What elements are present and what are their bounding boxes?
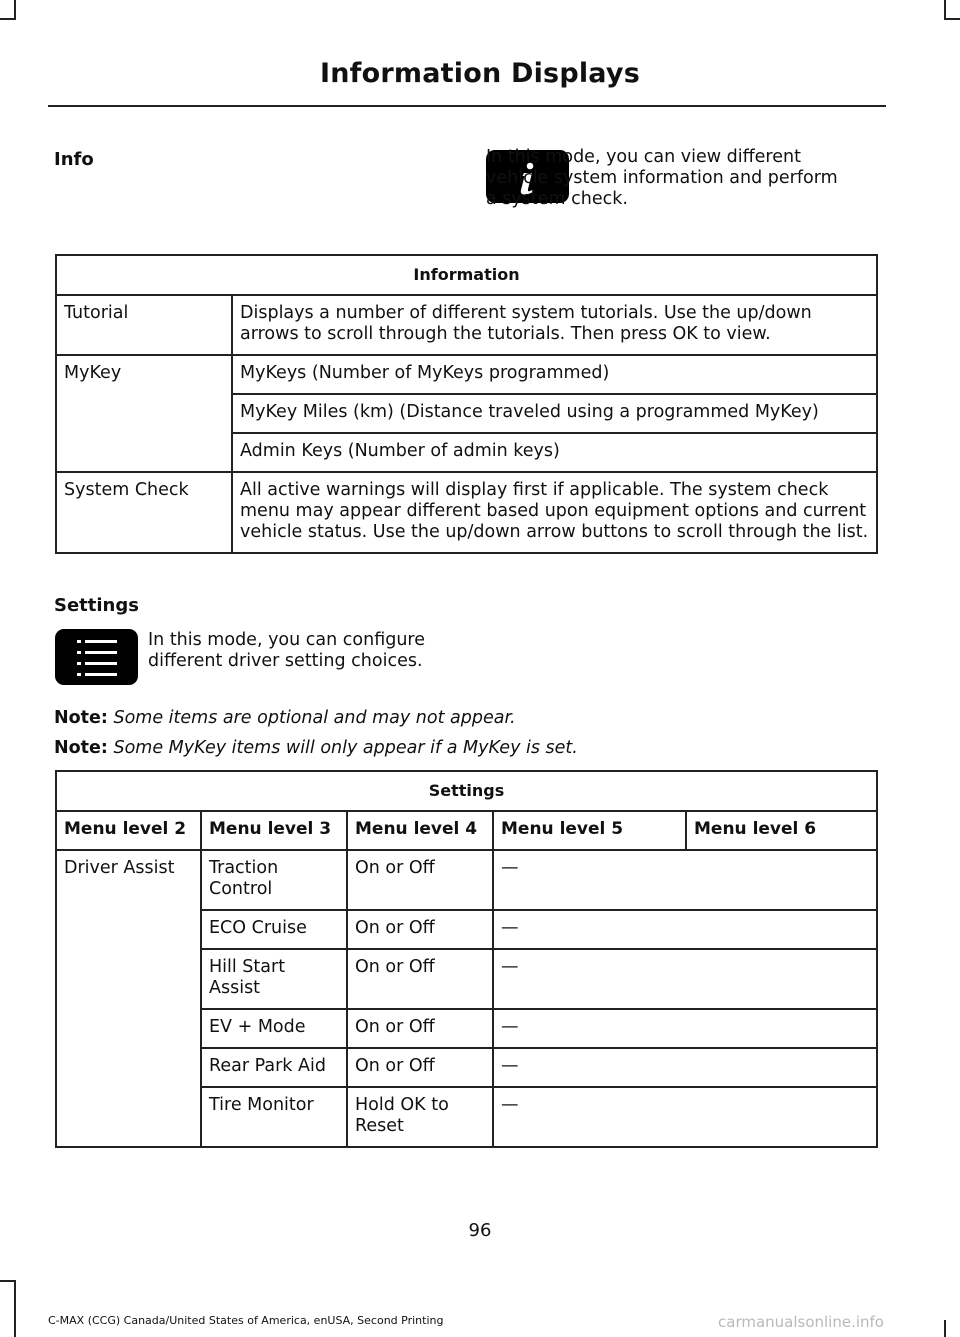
level3-cell: Hill Start Assist bbox=[201, 949, 347, 1009]
level3-cell: Rear Park Aid bbox=[201, 1048, 347, 1087]
column-header: Menu level 6 bbox=[686, 811, 877, 850]
row-value: MyKey Miles (km) (Distance traveled using a programmed MyKey) bbox=[232, 394, 877, 433]
list-glyph bbox=[55, 629, 138, 685]
empty-cell: — bbox=[493, 949, 877, 1009]
info-heading: Info bbox=[54, 149, 94, 170]
table-row bbox=[56, 472, 877, 553]
empty-cell: — bbox=[493, 850, 877, 910]
level4-cell: On or Off bbox=[347, 1048, 493, 1087]
row-value: Displays a number of different system tutorials. Use the up/down arrows to scroll through the tutorials. Then press OK to view. bbox=[232, 295, 877, 355]
group-cell: Driver Assist bbox=[56, 850, 201, 1147]
header-rule bbox=[48, 105, 886, 107]
table-row bbox=[56, 295, 877, 355]
crop-mark bbox=[944, 18, 960, 20]
page-number: 96 bbox=[468, 1220, 492, 1241]
crop-mark bbox=[0, 18, 16, 20]
empty-cell: — bbox=[493, 910, 877, 949]
row-value: All active warnings will display first if applicable. The system check menu may appear different based upon equipment options and current vehicle status. Use the up/down arrow buttons to scroll through the list. bbox=[232, 472, 877, 553]
header-row bbox=[56, 811, 877, 850]
note-label: Note: bbox=[54, 708, 108, 728]
row-label: MyKey bbox=[56, 355, 232, 472]
settings-heading: Settings bbox=[54, 595, 139, 616]
level3-cell: ECO Cruise bbox=[201, 910, 347, 949]
level4-cell: On or Off bbox=[347, 910, 493, 949]
level3-cell: EV + Mode bbox=[201, 1009, 347, 1048]
crop-mark bbox=[0, 1280, 16, 1282]
empty-cell: — bbox=[493, 1087, 877, 1147]
row-label: Tutorial bbox=[56, 295, 232, 355]
crop-mark bbox=[944, 1320, 946, 1337]
crop-mark bbox=[14, 0, 16, 20]
empty-cell: — bbox=[493, 1009, 877, 1048]
settings-list-icon bbox=[55, 629, 138, 685]
level4-cell: Hold OK to Reset bbox=[347, 1087, 493, 1147]
level4-cell: On or Off bbox=[347, 1009, 493, 1048]
note-text: Some MyKey items will only appear if a MyKey is set. bbox=[113, 738, 578, 758]
level3-cell: Tire Monitor bbox=[201, 1087, 347, 1147]
empty-cell: — bbox=[493, 1048, 877, 1087]
page-title: Information Displays bbox=[320, 58, 640, 89]
information-table-title: Information bbox=[56, 255, 877, 295]
level4-cell: On or Off bbox=[347, 850, 493, 910]
column-header: Menu level 3 bbox=[201, 811, 347, 850]
note bbox=[54, 708, 516, 728]
crop-mark bbox=[944, 0, 946, 20]
crop-mark bbox=[14, 1280, 16, 1337]
note-text: Some items are optional and may not appear. bbox=[113, 708, 516, 728]
settings-table bbox=[55, 770, 878, 1148]
watermark: carmanualsonline.info bbox=[718, 1313, 884, 1331]
row-label: System Check bbox=[56, 472, 232, 553]
note bbox=[54, 738, 578, 758]
table-row bbox=[56, 850, 877, 910]
note-label: Note: bbox=[54, 738, 108, 758]
level4-cell: On or Off bbox=[347, 949, 493, 1009]
settings-description: In this mode, you can configure different driver setting choices. bbox=[148, 630, 426, 671]
row-value: Admin Keys (Number of admin keys) bbox=[232, 433, 877, 472]
edition-footer: C-MAX (CCG) Canada/United States of America, enUSA, Second Printing bbox=[48, 1314, 444, 1327]
settings-table-title: Settings bbox=[56, 771, 877, 811]
column-header: Menu level 5 bbox=[493, 811, 686, 850]
info-description: In this mode, you can view different vehicle system information and perform a system check. bbox=[486, 147, 838, 209]
column-header: Menu level 2 bbox=[56, 811, 201, 850]
table-row bbox=[56, 355, 877, 394]
row-value: MyKeys (Number of MyKeys programmed) bbox=[232, 355, 877, 394]
level3-cell: Traction Control bbox=[201, 850, 347, 910]
information-table bbox=[55, 254, 878, 554]
column-header: Menu level 4 bbox=[347, 811, 493, 850]
